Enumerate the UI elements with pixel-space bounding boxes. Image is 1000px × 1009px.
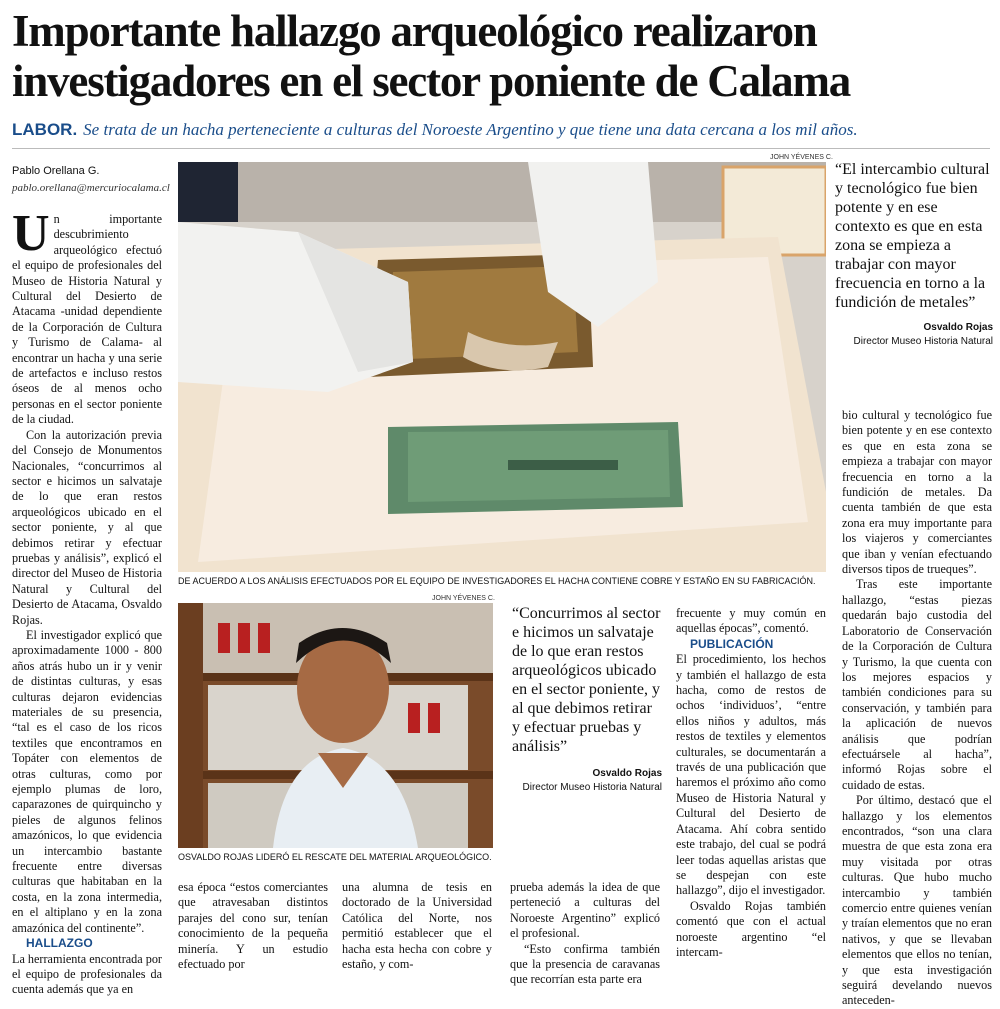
- pull-quote-1-text: “El intercambio cultural y tecnológico fue bien potente y en ese contexto es que en esta zona se empieza a trabajar con mayor frecuencia en torno a la fundición de metales”: [835, 161, 990, 311]
- divider: [12, 148, 990, 149]
- col4-bottom-paragraph-2: “Esto confirma también que la presencia de caravanas que recorrían esta parte era: [510, 941, 660, 987]
- photo2-credit: JOHN YÉVENES C.: [432, 595, 495, 602]
- byline-name: Pablo Orellana G.: [12, 165, 100, 177]
- column-3-bottom: [342, 880, 492, 972]
- axe-photo: [178, 162, 826, 572]
- drop-cap: U: [12, 205, 50, 262]
- pull-quote-2-role: Director Museo Historia Natural: [522, 782, 662, 793]
- pull-quote-1-name: Osvaldo Rojas: [923, 322, 993, 333]
- column-1: [12, 205, 162, 998]
- pull-quote-2-name: Osvaldo Rojas: [592, 768, 662, 779]
- pull-quote-1-role: Director Museo Historia Natural: [853, 336, 993, 347]
- col1-paragraph-4: La herramienta encontrada por el equipo de profesionales da cuenta además que ya en: [12, 951, 162, 997]
- column-4: [676, 606, 826, 960]
- photo1-caption: DE ACUERDO A LOS ANÁLISIS EFECTUADOS POR EL EQUIPO DE INVESTIGADORES EL HACHA CONTIENE COBRE Y ESTAÑO EN SU FABRICACIÓN.: [178, 576, 816, 586]
- byline-email: pablo.orellana@mercuriocalama.cl: [12, 182, 170, 194]
- deck: [12, 120, 992, 140]
- col4-paragraph-3: Osvaldo Rojas también comentó que con el actual noroeste argentino “el intercam-: [676, 898, 826, 959]
- col1-paragraph-3: El investigador explicó que aproximadamente 1000 - 800 años atrás hubo un ir y venir de distintas culturas, y esas culturas dejaron evidencias materiales de su presencia, “tal es el caso de los ricos textiles que encontramos en Topáter con elementos de otras culturas, como por ejemplo plumas de loro, caparazones de quirquincho y pieles de algunos felinos amazónicos, lo que evidencia un intercambio bastante frecuente entre diversas culturas que habitaban en la costa, en la zona intermedia, en el altiplano y en la zona amazónica del continente”.: [12, 627, 162, 935]
- column-5: [842, 408, 992, 1009]
- col2-text: esa época “estos comerciantes que atravesaban distintos parajes del cono sur, tenían conocimiento de la pequeña minería. Y un estudio efectuado por: [178, 880, 328, 972]
- deck-text: Se trata de un hacha perteneciente a culturas del Noroeste Argentino y que tiene una data cercana a los mil años.: [83, 120, 858, 139]
- photo2-caption: OSVALDO ROJAS LIDERÓ EL RESCATE DEL MATERIAL ARQUEOLÓGICO.: [178, 852, 492, 862]
- col4-bottom-paragraph-1: prueba además la idea de que perteneció a culturas del Noroeste Argentino” explicó el profesional.: [510, 880, 660, 941]
- deck-kicker: LABOR.: [12, 120, 78, 139]
- headline: [12, 6, 992, 106]
- photo1-credit: JOHN YÉVENES C.: [770, 154, 833, 161]
- column-2-bottom: [178, 880, 328, 972]
- headline-line-1: Importante hallazgo arqueológico realizaron: [12, 6, 817, 56]
- subhead-publicacion: PUBLICACIÓN: [690, 636, 774, 651]
- col4-paragraph-1: frecuente y muy común en aquellas épocas”, comentó.: [676, 606, 826, 636]
- col1-paragraph-2: Con la autorización previa del Consejo de Monumentos Nacionales, “concurrimos al sector e hicimos un salvataje de lo que eran restos arqueológicos ubicado en el sector poniente, y al que debimos retirar y efectuar pruebas y análisis”, explicó el director del Museo de Historia Natural y Cultural del Desierto de Atacama, Osvaldo Rojas.: [12, 427, 162, 627]
- col4-paragraph-2: El procedimiento, los hechos y también el hallazgo de esta hacha, como de restos de ochos ‘individuos’, “entre ellos niños y adultos, más restos de textiles y elementos culturales, se documentarán a través de una publicación que haremos el próximo año como Museo de Historia Natural y Cultural del Desierto de Atacama. Ahí cobra sentido este trabajo, del cual se podrá leer todas aquellas aristas que se despejan con este hallazgo”, dijo el investigador.: [676, 652, 826, 898]
- col5-paragraph-3: Por último, destacó que el hallazgo y los elementos encontrados, “son una clara muestra de que esta zona era muy visitada por otras culturas. Que hubo mucho intercambio y también comercio entre quienes venían y traían elementos que no eran nativos, y que se llevaban elementos que ellos no tenían, y que esta investigación seguirá develando nuevos anteceden-: [842, 793, 992, 1008]
- pull-quote-2-text: “Concurrimos al sector e hicimos un salvataje de lo que eran restos arqueológicos ubicado en el sector poniente, y al que debimos retirar y efectuar pruebas y análisis”: [512, 605, 661, 755]
- col5-paragraph-1: bio cultural y tecnológico fue bien potente y en ese contexto es que en esta zona se empieza a trabajar con mayor frecuencia en torno a la fundición de metales. Da cuenta también de que esta zona era muy importante para los viajeros y comerciantes que iban y venían efectuando diversos tipos de trueques”.: [842, 408, 992, 577]
- col5-paragraph-2: Tras este importante hallazgo, “estas piezas quedarán bajo custodia del Laboratorio de Conservación de la Corporación de Cultura y Turismo, la que cuenta con los mejores espacios y también condiciones para su conservación, y también para la aplicación de nuevos análisis que podrían efectuársele al hacha”, informó Rojas sobre el cuidado de estas.: [842, 577, 992, 792]
- pull-quote-1: [835, 160, 993, 347]
- column-4-bottom: [510, 880, 660, 988]
- headline-line-2: investigadores en el sector poniente de Calama: [12, 56, 851, 106]
- col3-text: una alumna de tesis en doctorado de la Universidad Católica del Norte, nos permitió establecer que el hacha esta hecha con cobre y estaño, y com-: [342, 880, 492, 972]
- col1-paragraph-1: n importante descubrimiento arqueológico efectuó el equipo de profesionales del Museo de Historia Natural y Cultural del Desierto de Atacama -unidad dependiente de la Corporación de Cultura y Turismo de Calama- al encontrar un hacha y una serie de artefactos e incluso restos óseos de al menos ocho personas en el sector poniente de la ciudad.: [12, 212, 162, 427]
- portrait-photo: [178, 603, 493, 848]
- pull-quote-2: [512, 604, 662, 793]
- subhead-hallazgo: HALLAZGO: [26, 936, 93, 951]
